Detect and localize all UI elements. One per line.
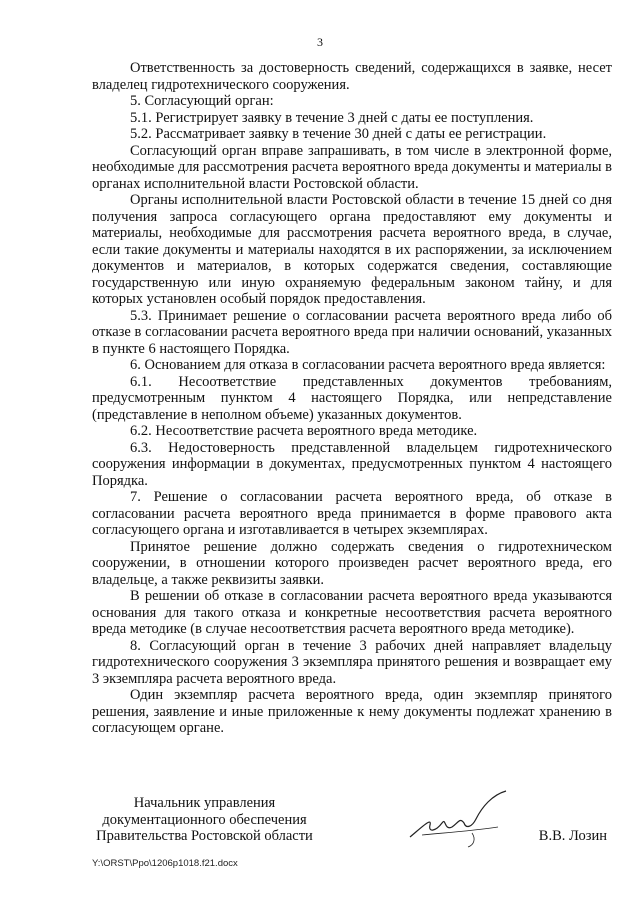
paragraph: Органы исполнительной власти Ростовской области в течение 15 дней со дня получения запроса согласующего органа предоставляют ему документы и материалы, необходимые для рассмотрения расчета вероятного вреда, в случае, если такие документы и материалы находятся в их распоряжении, за исключением документов и материалов, в которых содержатся сведения, составляющие государственную или иную охраняемую федеральным законом тайну, и для которых установлен особый порядок предоставления. <box>92 192 612 307</box>
paragraph: 6.1. Несоответствие представленных документов требованиям, предусмотренным пунктом 4 настоящего Порядка, или непредставление (представление в неполном объеме) указанных документов. <box>92 373 612 423</box>
paragraph: 5.3. Принимает решение о согласовании расчета вероятного вреда либо об отказе в согласовании расчета вероятного вреда при наличии оснований, указанных в пункте 6 настоящего Порядка. <box>92 307 612 357</box>
paragraph: 6.3. Недостоверность представленной владельцем гидротехнического сооружения информации в документах, предусмотренных пунктом 4 настоящего Порядка. <box>92 439 612 489</box>
handwritten-signature <box>402 787 522 852</box>
paragraph: Один экземпляр расчета вероятного вреда, один экземпляр принятого решения, заявление и иные приложенные к нему документы подлежат хранению в согласующем органе. <box>92 687 612 736</box>
signatory-title-line: документационного обеспечения <box>102 811 307 828</box>
signature-block <box>92 795 612 855</box>
paragraph: В решении об отказе в согласовании расчета вероятного вреда указываются основания для такого отказа и конкретные несоответствия расчета вероятного вреда методике (в случае несоответствия расчета вероятного вреда методике). <box>92 588 612 637</box>
paragraph: 5.2. Рассматривает заявку в течение 30 дней с даты ее регистрации. <box>130 126 547 142</box>
paragraph: Ответственность за достоверность сведений, содержащихся в заявке, несет владелец гидротехнического сооружения. <box>92 60 612 93</box>
paragraph: 6. Основанием для отказа в согласовании расчета вероятного вреда является: <box>130 357 606 373</box>
paragraph: Согласующий орган вправе запрашивать, в том числе в электронной форме, необходимые для рассмотрения расчета вероятного вреда документы и материалы в органах исполнительной власти Ростовской области. <box>92 142 612 192</box>
signatory-title-line: Правительства Ростовской области <box>96 828 313 844</box>
signatory-title-line: Начальник управления <box>133 795 276 811</box>
paragraph: 5.1. Регистрирует заявку в течение 3 дней с даты ее поступления. <box>130 109 534 126</box>
paragraph: Принятое решение должно содержать сведения о гидротехническом сооружении, в отношении которого произведен расчет вероятного вреда, его владельце, а также реквизиты заявки. <box>92 538 612 588</box>
page-number: 3 <box>317 35 323 49</box>
paragraph: 5. Согласующий орган: <box>130 93 274 109</box>
file-path: Y:\ORST\Ppo\1206p1018.f21.docx <box>92 858 238 869</box>
document-body <box>92 60 612 737</box>
paragraph: 6.2. Несоответствие расчета вероятного вреда методике. <box>130 423 478 439</box>
paragraph: 7. Решение о согласовании расчета вероятного вреда, об отказе в согласовании расчета вероятного вреда принимается в форме правового акта согласующего органа и изготавливается в четырех экземплярах. <box>92 489 612 538</box>
signatory-title <box>92 795 317 845</box>
paragraph: 8. Согласующий орган в течение 3 рабочих дней направляет владельцу гидротехнического сооружения 3 экземпляра принятого решения и возвращает ему 3 экземпляра расчета вероятного вреда. <box>92 637 612 687</box>
signatory-name: В.В. Лозин <box>538 828 607 844</box>
